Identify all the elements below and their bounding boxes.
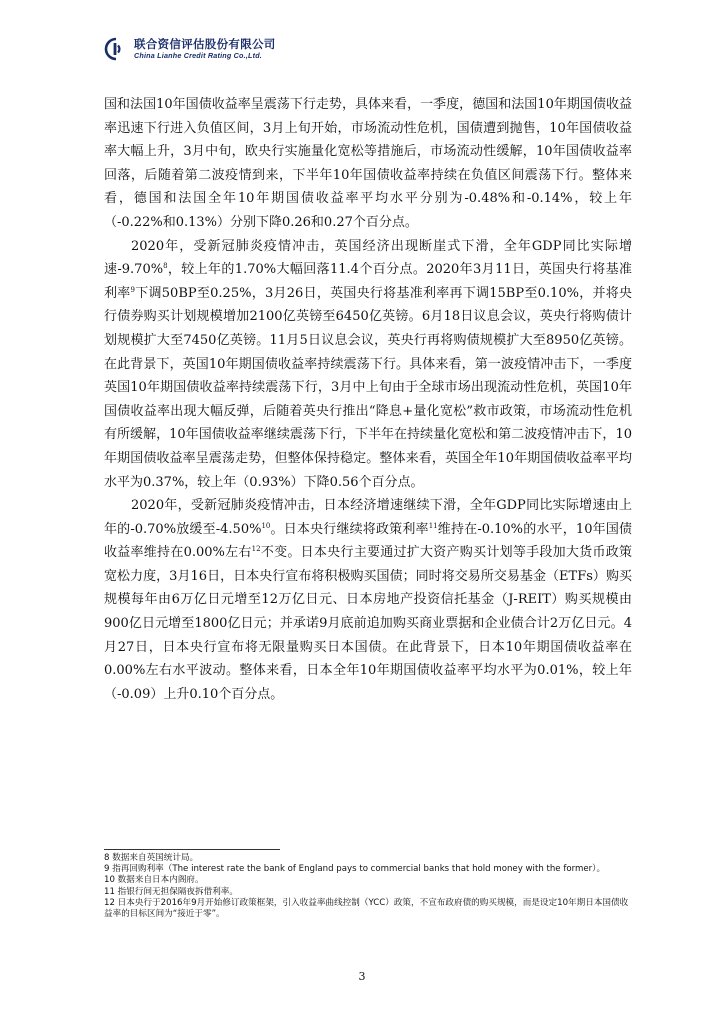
jp-text-c: 维持在-0.10%的水平，10年国债收益率维持在0.00%左右 (104, 521, 632, 561)
main-body (104, 93, 632, 706)
footnote-ref-11: 11 (428, 521, 438, 530)
company-name-cn: 联合资信评估股份有限公司 (134, 36, 276, 51)
footnote-8: 8 数据来自英国统计局。 (104, 853, 199, 863)
footnote-ref-9: 9 (130, 285, 135, 294)
footnote-ref-8: 8 (163, 262, 168, 271)
uk-text-a: 2020年，受新冠肺炎疫情冲击，英国经济出现断崖式下滑，全年GDP同比实际增速-9.70% (104, 238, 632, 278)
page-number: 3 (358, 970, 366, 983)
footnote-divider (104, 849, 280, 850)
jp-text-b: 。日本央行继续将政策利率 (270, 521, 429, 537)
footnotes (104, 853, 632, 920)
jp-text-a: 2020年，受新冠肺炎疫情冲击，日本经济增速继续下滑，全年GDP同比实际增速由上年的-0.70%放缓至-4.50% (104, 498, 632, 537)
brand-text (134, 38, 276, 61)
company-name-en: China Lianhe Credit Rating Co.,Ltd. (134, 50, 262, 60)
footnote-ref-10: 10 (261, 521, 271, 530)
paragraph-uk (104, 235, 632, 495)
footnote-10: 10 数据来自日本内阁府。 (104, 875, 204, 886)
uk-text-b: ，较上年的1.70%大幅回落11.4个百分点。2020年3月11日，英国央行将基准利率 (104, 262, 632, 301)
company-logo-icon (104, 37, 128, 61)
paragraph-germany-france: 国和法国10年国债收益率呈震荡下行走势，具体来看，一季度，德国和法国10年期国债收益率迅速下行进入负值区间，3月上旬开始，市场流动性危机，国债遭到抛售，10年国债收益率大幅上升，3月中旬，欧央行实施量化宽松等措施后，市场流动性缓解，10年国债收益率回落，后随着第二波疫情到来，下半年10年国债收益率持续在负值区间震荡下行。整体来看，德国和法国全年10年期国债收益率平均水平分别为-0.48%和-0.14%，较上年（-0.22%和0.13%）分别下降0.26和0.27个百分点。 (104, 97, 632, 230)
footnote-ref-12: 12 (251, 545, 261, 554)
uk-text-c: 下调50BP至0.25%，3月26日，英国央行将基准利率再下调15BP至0.10%，并将央行债券购买计划规模增加2100亿英镑至6450亿英镑。6月18日议息会议，英央行将购债计划规模扩大至7450亿英镑。11月5日议息会议，英央行再将购债规模扩大至8950亿英镑。在此背景下，英国10年期国债收益率持续震荡下行。具体来看，第一波疫情冲击下，一季度英国10年期国债收益率持续震荡下行，3月中上旬由于全球市场出现流动性危机，英国10年国债收益率出现大幅反弹，后随着英央行推出“降息+量化宽松”救市政策，市场流动性危机有所缓解，10年国债收益率继续震荡下行，下半年在持续量化宽松和第二波疫情冲击下，10年期国债收益率呈震荡走势，但整体保持稳定。整体来看，英国全年10年期国债收益率平均水平为0.37%，较上年（0.93%）下降0.56个百分点。 (104, 285, 632, 490)
paragraph-japan (104, 494, 632, 706)
footnote-11: 11 指银行间无担保隔夜拆借利率。 (104, 886, 238, 897)
jp-text-d: 不变。日本央行主要通过扩大资产购买计划等手段加大货币政策宽松力度，3月16日，日本央行宣布将积极购买国债；同时将交易所交易基金（ETFs）购买规模每年由6万亿日元增至12万亿日元、日本房地产投资信托基金（J-REIT）购买规模由900亿日元增至1800亿日元；并承诺9月底前追加购买商业票据和企业债合计2万亿日元。4月27日，日本央行宣布将无限量购买日本国债。在此背景下，日本10年期国债收益率在0.00%左右水平波动。整体来看，日本全年10年期国债收益率平均水平为0.01%，较上年（-0.09）上升0.10个百分点。 (104, 545, 632, 702)
footnote-12: 12 日本央行于2016年9月开始修订政策框架，引入收益率曲线控制（YCC）政策，不宣布政府债的购买规模，而是设定10年期日本国债收益率的目标区间为“接近于零”。 (104, 897, 629, 920)
footnote-9: 9 指再回购利率（The interest rate the bank of England pays to commercial banks that hold money with the former）。 (104, 864, 606, 875)
page-header (104, 37, 276, 61)
